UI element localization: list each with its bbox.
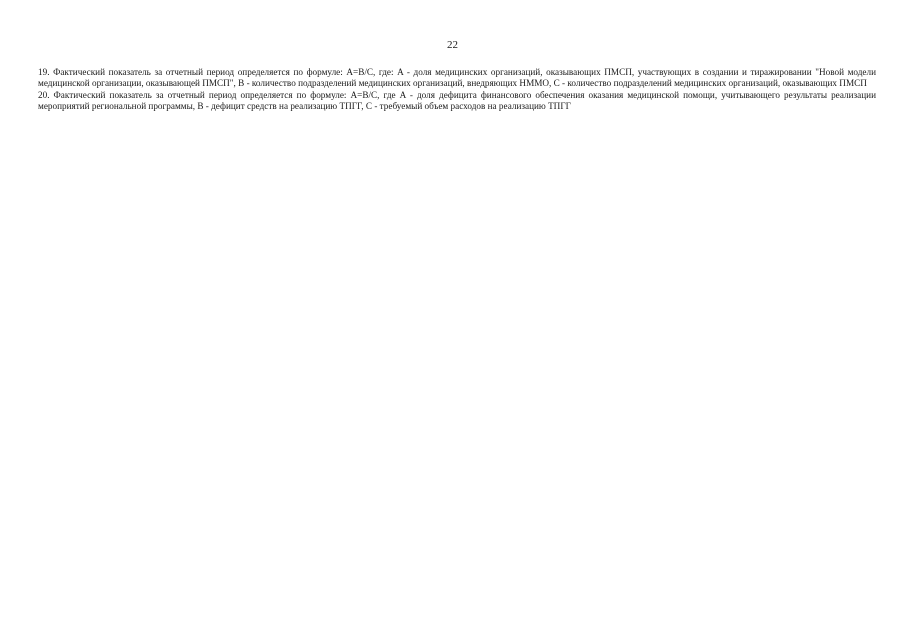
footnote-19: 19. Фактический показатель за отчетный период определяется по формуле: A=B/C, где: A - доля медицинских организаций, оказывающих ПМСП, участвующих в создании и тиражировании "Новой модели медицинской организации, оказывающей ПМСП", B - количество подразделений медицинских организаций, внедряющих НММО, C - количество подразделений медицинских организаций, оказывающих ПМСП	[38, 67, 876, 89]
footnote-20: 20. Фактический показатель за отчетный период определяется по формуле: A=B/C, где A - доля дефицита финансового обеспечения оказания медицинской помощи, учитывающего результаты реализации мероприятий региональной программы, B - дефицит средств на реализацию ТПГГ, C - требуемый объем расходов на реализацию ТПГГ	[38, 89, 876, 112]
page-number: 22	[447, 39, 458, 51]
footnotes	[38, 67, 876, 113]
